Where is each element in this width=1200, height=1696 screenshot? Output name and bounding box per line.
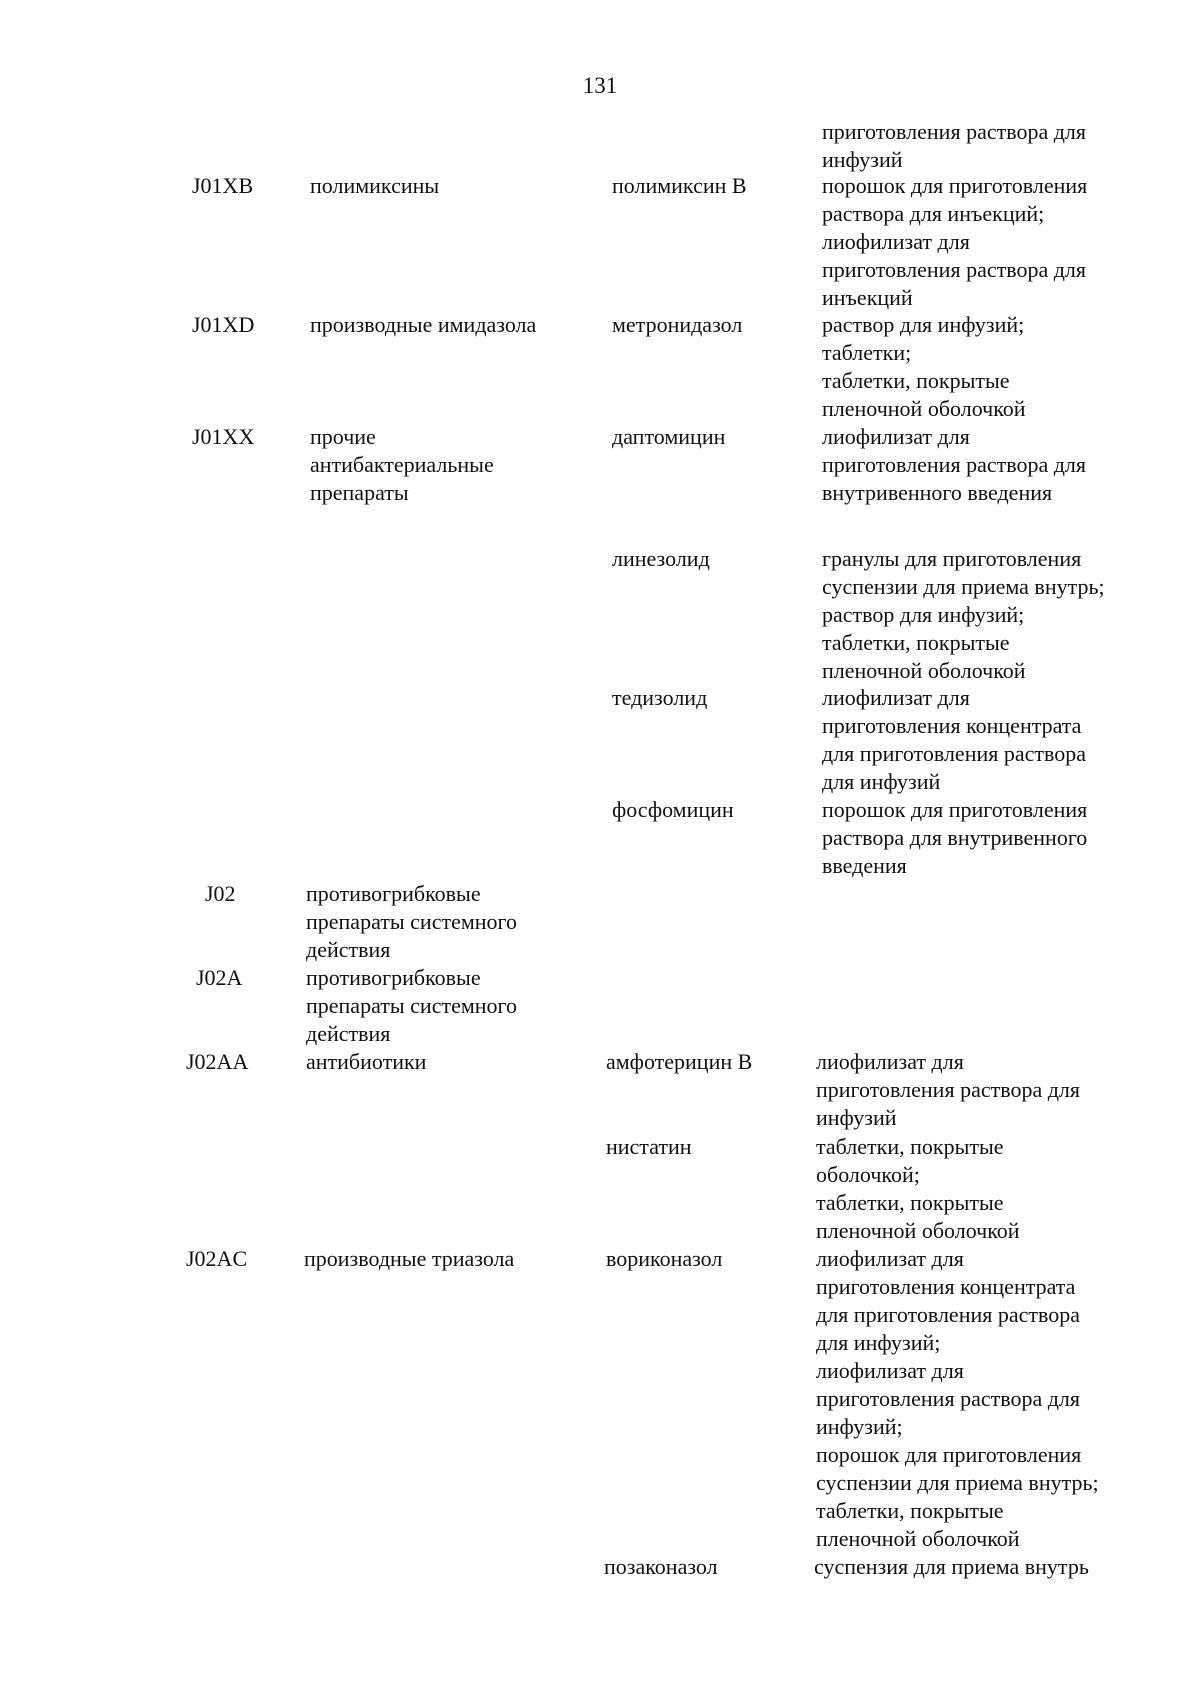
row-9-dosage-form: лиофилизат для приготовления раствора для инфузий xyxy=(816,1049,1080,1130)
row-2-group: производные имидазола xyxy=(310,312,537,337)
page-number: 131 xyxy=(582,73,618,98)
row-1-drug: полимиксин В xyxy=(612,173,747,198)
row-9-atc-code: J02AA xyxy=(186,1049,249,1074)
row-3-drug: даптомицин xyxy=(612,424,726,449)
row-12-drug: позаконазол xyxy=(604,1554,718,1579)
row-3-group: прочие антибактериальные препараты xyxy=(310,424,494,505)
row-6-dosage-form: порошок для приготовления раствора для внутривенного введения xyxy=(822,797,1088,878)
row-4-dosage-form: гранулы для приготовления суспензии для приема внутрь; раствор для инфузий; таблетки, покрытые пленочной оболочкой xyxy=(822,546,1105,683)
row-9-group: антибиотики xyxy=(306,1049,427,1074)
row-6-drug: фосфомицин xyxy=(612,797,734,822)
row-11-dosage-form: лиофилизат для приготовления концентрата для приготовления раствора для инфузий; лиофилизат для приготовления раствора для инфузий; порошок для приготовления суспензии для приема внутрь; таблетки, покрытые пленочной оболочкой xyxy=(816,1246,1099,1551)
row-1-dosage-form: порошок для приготовления раствора для инъекций; лиофилизат для приготовления раствора для инъекций xyxy=(822,173,1088,310)
row-1-group: полимиксины xyxy=(310,173,440,198)
row-5-drug: тедизолид xyxy=(612,685,708,710)
row-4-drug: линезолид xyxy=(612,546,710,571)
row-2-atc-code: J01XD xyxy=(192,312,255,337)
row-7-atc-code: J02 xyxy=(205,881,236,906)
row-5-dosage-form: лиофилизат для приготовления концентрата для приготовления раствора для инфузий xyxy=(822,685,1086,794)
row-1-atc-code: J01XB xyxy=(192,173,254,198)
row-10-dosage-form: таблетки, покрытые оболочкой; таблетки, покрытые пленочной оболочкой xyxy=(816,1134,1020,1243)
row-3-atc-code: J01XX xyxy=(192,424,255,449)
row-10-drug: нистатин xyxy=(606,1134,692,1159)
row-12-dosage-form: суспензия для приема внутрь xyxy=(814,1554,1089,1579)
row-8-group: противогрибковые препараты системного действия xyxy=(306,965,518,1046)
row-8-atc-code: J02A xyxy=(196,965,243,990)
row-0-dosage-form: приготовления раствора для инфузий xyxy=(822,119,1086,172)
row-3-dosage-form: лиофилизат для приготовления раствора для внутривенного введения xyxy=(822,424,1086,505)
row-2-drug: метронидазол xyxy=(612,312,743,337)
row-7-group: противогрибковые препараты системного действия xyxy=(306,881,518,962)
row-11-group: производные триазола xyxy=(304,1246,515,1271)
row-9-drug: амфотерицин В xyxy=(606,1049,753,1074)
row-2-dosage-form: раствор для инфузий; таблетки; таблетки, покрытые пленочной оболочкой xyxy=(822,312,1026,421)
row-11-drug: вориконазол xyxy=(606,1246,723,1271)
row-11-atc-code: J02AC xyxy=(186,1246,248,1271)
